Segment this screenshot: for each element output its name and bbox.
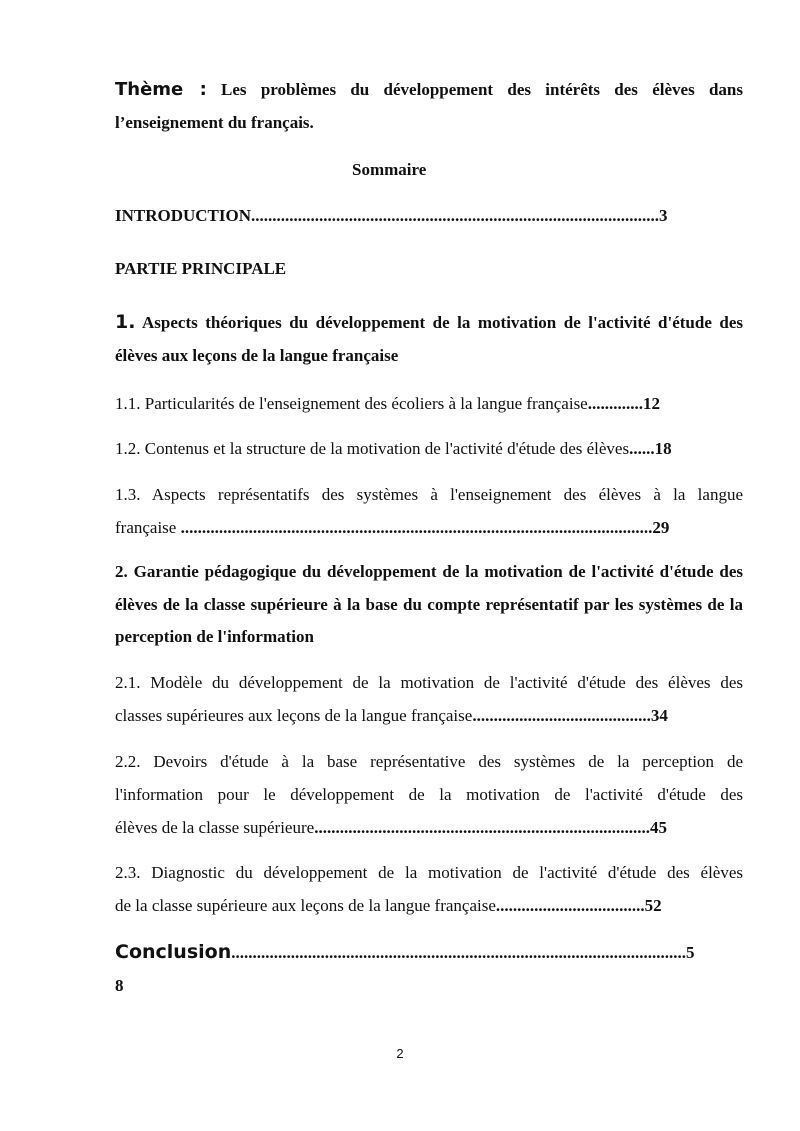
toc-label: classes supérieures aux leçons de la langue française <box>115 706 473 725</box>
toc-label: Conclusion <box>115 941 232 963</box>
toc-dots: ................................... <box>495 896 645 915</box>
partie-principale-heading: PARTIE PRINCIPALE <box>115 259 287 278</box>
toc-line-3 <box>115 811 743 844</box>
toc-page: 3 <box>659 206 668 225</box>
theme-label: Thème : <box>115 79 207 100</box>
toc-label: élèves de la classe supérieure <box>115 818 315 837</box>
theme-line-1 <box>115 73 743 106</box>
toc-label: française <box>115 518 181 537</box>
section-2-heading: 2. Garantie pédagogique du développement de la motivation de l'activité d'étude des élèves de la classe supérieure à la base du compte représentatif par les systèmes de la perception de l'information <box>115 562 743 646</box>
toc-page: 34 <box>650 706 668 725</box>
toc-entry-conclusion <box>115 936 743 1002</box>
toc-label: 1.2. Contenus et la structure de la motivation de l'activité d'étude des élèves <box>115 439 630 458</box>
toc-page: 12 <box>642 394 660 413</box>
toc-page-part-2: 8 <box>115 976 124 995</box>
toc-dots: ............................................................................................................... <box>180 518 653 537</box>
toc-page: 29 <box>652 518 670 537</box>
theme-line-2: l’enseignement du français. <box>115 113 314 132</box>
page-number: 2 <box>396 1046 404 1061</box>
toc-entry-2-1 <box>115 666 743 732</box>
toc-line-1: 1.3. Aspects représentatifs des systèmes à l'enseignement des élèves à la langue <box>115 485 743 504</box>
toc-page: 45 <box>649 818 667 837</box>
toc-line-1 <box>115 936 743 969</box>
toc-line-1: 2.3. Diagnostic du développement de la motivation de l'activité d'étude des élèves <box>115 863 743 882</box>
toc-entry-1-3 <box>115 478 743 544</box>
toc-line-1: 2.2. Devoirs d'étude à la base représentative des systèmes de la perception de <box>115 752 743 771</box>
section-1-heading <box>115 306 743 372</box>
toc-line-2 <box>115 511 743 544</box>
toc-line-2: l'information pour le développement de la motivation de l'activité d'étude des <box>115 785 743 804</box>
toc-label: 1.1. Particularités de l'enseignement des écoliers à la langue française <box>115 394 588 413</box>
toc-entry-1-1 <box>115 387 743 420</box>
toc-entry-introduction <box>115 199 743 232</box>
toc-entry-2-2 <box>115 745 743 844</box>
toc-page-part-1: 5 <box>685 943 695 962</box>
section-1-title: Aspects théoriques du développement de la motivation de l'activité d'étude des élèves aux leçons de la langue française <box>115 313 743 365</box>
toc-line-1: 2.1. Modèle du développement de la motivation de l'activité d'étude des élèves des <box>115 673 743 692</box>
toc-dots: ............. <box>587 394 643 413</box>
toc-page: 52 <box>644 896 662 915</box>
toc-dots: ................................................................................................ <box>251 206 660 225</box>
toc-dots: ........................................................................................................... <box>231 943 686 962</box>
toc-dots: ...... <box>629 439 655 458</box>
toc-entry-1-2 <box>115 432 743 465</box>
toc-entry-2-3 <box>115 856 743 922</box>
toc-dots: .......................................... <box>472 706 651 725</box>
toc-dots: ............................................................................... <box>314 818 650 837</box>
toc-label: de la classe supérieure aux leçons de la langue française <box>115 896 496 915</box>
toc-line-2 <box>115 889 743 922</box>
section-1-number: 1. <box>115 311 136 333</box>
toc-line-2 <box>115 699 743 732</box>
toc-page: 18 <box>654 439 672 458</box>
toc-label: INTRODUCTION <box>115 206 252 225</box>
theme-block <box>115 73 743 139</box>
sommaire-title: Sommaire <box>352 160 427 179</box>
theme-text-1: Les problèmes du développement des intérêts des élèves dans <box>206 80 743 99</box>
